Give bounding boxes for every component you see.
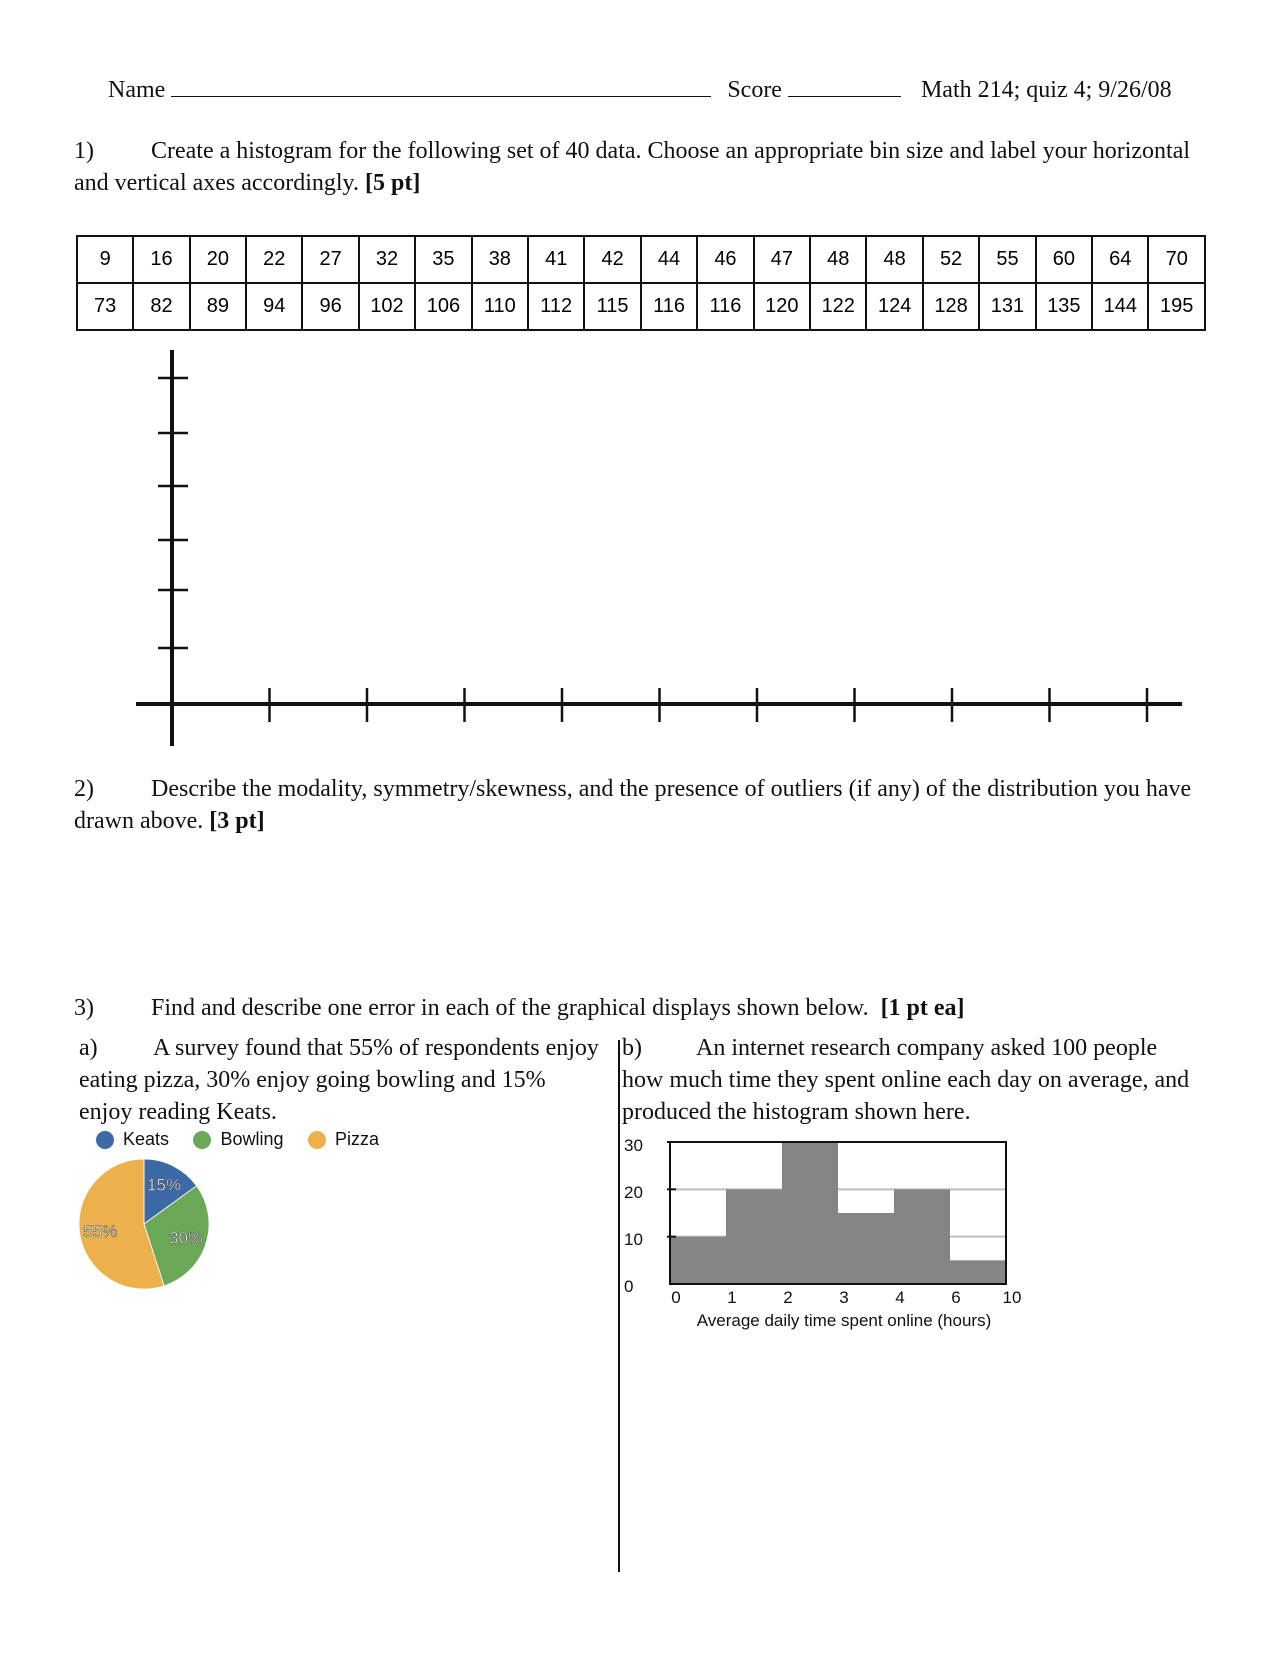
data-cell: 22 [246, 236, 302, 283]
data-cell: 96 [302, 283, 358, 330]
data-cell: 128 [923, 283, 979, 330]
x-tick-label: 10 [1002, 1288, 1022, 1307]
data-cell: 131 [979, 283, 1035, 330]
y-tick-label: 20 [624, 1183, 643, 1202]
data-cell: 124 [866, 283, 922, 330]
data-cell: 120 [754, 283, 810, 330]
data-cell: 52 [923, 236, 979, 283]
question-1-number: 1) [74, 138, 94, 164]
histogram-bar [782, 1142, 838, 1284]
data-cell: 106 [415, 283, 471, 330]
question-2-number: 2) [74, 776, 94, 802]
data-cell: 135 [1036, 283, 1092, 330]
data-cell: 64 [1092, 236, 1148, 283]
y-tick-label: 30 [624, 1136, 643, 1155]
x-tick-label: 1 [727, 1288, 737, 1307]
data-cell: 82 [133, 283, 189, 330]
question-2-points: [3 pt] [209, 808, 265, 834]
legend-keats [96, 1129, 169, 1150]
pie-label-keats: 15% [147, 1175, 182, 1195]
legend-pizza [308, 1129, 379, 1150]
data-cell: 38 [472, 236, 528, 283]
question-3-points: [1 pt ea] [880, 995, 965, 1021]
data-cell: 115 [584, 283, 640, 330]
data-cell: 70 [1148, 236, 1205, 283]
question-3-number: 3) [74, 995, 94, 1021]
question-3a-label: a) [79, 1035, 98, 1061]
question-3b [622, 1032, 1202, 1128]
data-cell: 102 [359, 283, 415, 330]
legend-bowling [193, 1129, 283, 1150]
data-cell: 73 [77, 283, 133, 330]
y-tick-label: 10 [624, 1230, 643, 1249]
pie-chart [70, 1148, 230, 1308]
data-cell: 16 [133, 236, 189, 283]
question-3-text: Find and describe one error in each of the graphical displays shown below. [151, 995, 869, 1021]
data-cell: 122 [810, 283, 866, 330]
data-cell: 20 [190, 236, 246, 283]
online-time-histogram [620, 1130, 1040, 1350]
data-cell: 41 [528, 236, 584, 283]
legend-keats-label: Keats [123, 1129, 170, 1149]
data-cell: 35 [415, 236, 471, 283]
data-cell: 32 [359, 236, 415, 283]
data-cell: 116 [697, 283, 753, 330]
name-label: Name [108, 77, 166, 103]
data-cell: 42 [584, 236, 640, 283]
question-2-text: Describe the modality, symmetry/skewness, and the presence of outliers (if any) of the distribution you have drawn above. [74, 776, 1192, 834]
x-tick-label: 3 [839, 1288, 849, 1307]
pie-label-pizza: 55% [83, 1221, 118, 1241]
question-1-text: Create a histogram for the following set of 40 data. Choose an appropriate bin size and label your horizontal and vertical axes accordingly. [74, 138, 1191, 196]
data-cell: 48 [810, 236, 866, 283]
course-info: Math 214; quiz 4; 9/26/08 [920, 77, 1172, 103]
data-cell: 46 [697, 236, 753, 283]
data-cell: 89 [190, 283, 246, 330]
data-cell: 48 [866, 236, 922, 283]
histogram-bar [950, 1260, 1006, 1284]
pie-label-bowling: 30% [169, 1228, 204, 1248]
x-tick-label: 0 [671, 1288, 681, 1307]
bowling-swatch [193, 1131, 211, 1149]
histogram-bar [670, 1237, 726, 1284]
histogram-bar [838, 1213, 894, 1284]
data-cell: 144 [1092, 283, 1148, 330]
histogram-bar [894, 1189, 950, 1284]
data-cell: 55 [979, 236, 1035, 283]
keats-swatch [96, 1131, 114, 1149]
question-3a-text: A survey found that 55% of respondents enjoy eating pizza, 30% enjoy going bowling and 15% enjoy reading Keats. [79, 1035, 599, 1125]
data-cell: 116 [641, 283, 697, 330]
data-cell: 27 [302, 236, 358, 283]
data-cell: 112 [528, 283, 584, 330]
legend-bowling-label: Bowling [220, 1129, 284, 1149]
x-tick-label: 6 [951, 1288, 961, 1307]
y-tick-label: 0 [624, 1277, 634, 1296]
data-cell: 9 [77, 236, 133, 283]
x-tick-label: 2 [783, 1288, 793, 1307]
question-1-points: [5 pt] [364, 170, 421, 196]
question-3a [79, 1032, 599, 1128]
question-3b-text: An internet research company asked 100 people how much time they spent online each day on average, and produced the histogram shown here. [622, 1035, 1190, 1125]
question-3 [74, 992, 1224, 1024]
data-cell: 195 [1148, 283, 1205, 330]
legend-pizza-label: Pizza [334, 1129, 379, 1149]
pizza-swatch [308, 1131, 326, 1149]
question-3b-label: b) [622, 1035, 642, 1061]
blank-histogram-axes[interactable] [0, 0, 1280, 760]
question-2 [74, 773, 1224, 837]
data-cell: 60 [1036, 236, 1092, 283]
data-cell: 110 [472, 283, 528, 330]
data-cell: 44 [641, 236, 697, 283]
histogram-bar [726, 1189, 782, 1284]
data-cell: 47 [754, 236, 810, 283]
data-cell: 94 [246, 283, 302, 330]
x-tick-label: 4 [895, 1288, 905, 1307]
x-axis-label: Average daily time spent online (hours) [696, 1311, 992, 1330]
score-label: Score [727, 77, 782, 103]
